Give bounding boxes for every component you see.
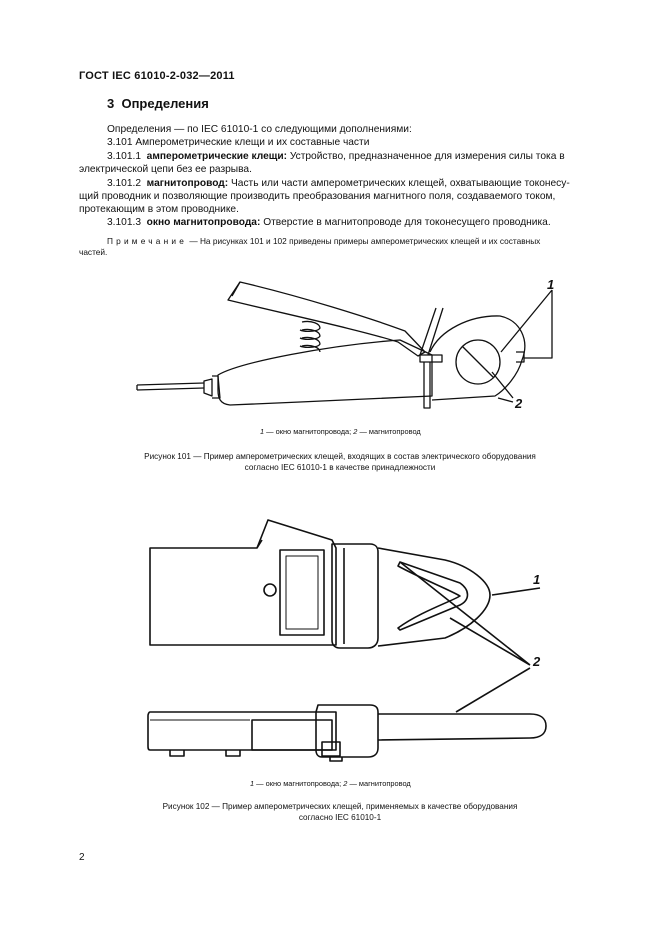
- note-label: Примечание: [107, 236, 188, 246]
- definition-text: Отверстие в магнитопроводе для токонесущего проводника.: [260, 217, 551, 228]
- leader-2b: [456, 668, 530, 712]
- figure-102-legend: [250, 779, 411, 788]
- legend-number: 1: [250, 779, 255, 788]
- definition-term: окно магнитопровода:: [146, 217, 261, 228]
- definition-term: амперометрические клещи:: [146, 151, 287, 162]
- definition-number: 3.101.2: [107, 178, 141, 189]
- definition-number: 3.101.3: [107, 217, 141, 228]
- legend-number: 2: [353, 427, 358, 436]
- section-heading: Определения: [121, 96, 209, 111]
- side-body: [148, 712, 336, 750]
- caption-line: согласно IEC 61010-1 в качестве принадлежности: [244, 463, 436, 472]
- side-jaw: [378, 714, 546, 740]
- leader-1: [492, 588, 540, 595]
- collar: [332, 544, 378, 648]
- definition-number: 3.101.1: [107, 151, 141, 162]
- meter-body: [150, 520, 336, 645]
- caption-line: согласно IEC 61010-1: [298, 813, 382, 822]
- side-display: [252, 720, 332, 750]
- figure-101-callout-2: 2: [515, 396, 523, 411]
- leader-2: [400, 562, 530, 665]
- legend-text: — окно магнитопровода;: [264, 427, 354, 436]
- caption-line: Рисунок 101 — Пример амперометрических клещей, входящих в состав электрического оборудования: [144, 452, 536, 461]
- note-cont: частей.: [79, 247, 108, 257]
- caption-line: Рисунок 102 — Пример амперометрических клещей, применяемых в качестве оборудования: [162, 802, 518, 811]
- definition-3-101-2-cont-1: щий проводник и позволяющие производить преобразования магнитного поля, создаваемого током,: [79, 191, 556, 202]
- legend-text: — окно магнитопровода;: [254, 779, 344, 788]
- dial-knob: [264, 584, 276, 596]
- document-header: ГОСТ IEC 61010-2-032—2011: [79, 70, 235, 82]
- definition-text: Устройство, предназначенное для измерения силы тока в: [287, 151, 565, 162]
- note-text: — На рисунках 101 и 102 приведены примеры амперометрических клещей и их составных: [187, 236, 541, 246]
- legend-text: — магнитопровод: [357, 427, 421, 436]
- display: [280, 550, 324, 635]
- page-number: 2: [79, 852, 85, 863]
- figure-102-caption: [80, 801, 600, 823]
- figure-102-callout-1: 1: [533, 572, 541, 587]
- definition-3-101-2-cont-2: протекающим в этом проводнике.: [79, 204, 239, 215]
- paragraph-intro: Определения — по IEC 61010-1 со следующими дополнениями:: [107, 124, 412, 135]
- section-number: 3: [107, 96, 115, 111]
- figure-101-callout-1: 1: [547, 277, 555, 292]
- definition-term: магнитопровод:: [146, 178, 229, 189]
- legend-number: 1: [260, 427, 265, 436]
- legend-text: — магнитопровод: [347, 779, 411, 788]
- definition-3-101-1-cont: электрической цепи без ее разрыва.: [79, 164, 252, 175]
- paragraph-3-101: 3.101 Амперометрические клещи и их составные части: [107, 137, 370, 148]
- figure-102-callout-2: 2: [533, 654, 541, 669]
- legend-number: 2: [343, 779, 348, 788]
- definition-text: Часть или части амперометрических клещей, охватывающие токонесу-: [228, 178, 570, 189]
- core-window: [398, 562, 468, 630]
